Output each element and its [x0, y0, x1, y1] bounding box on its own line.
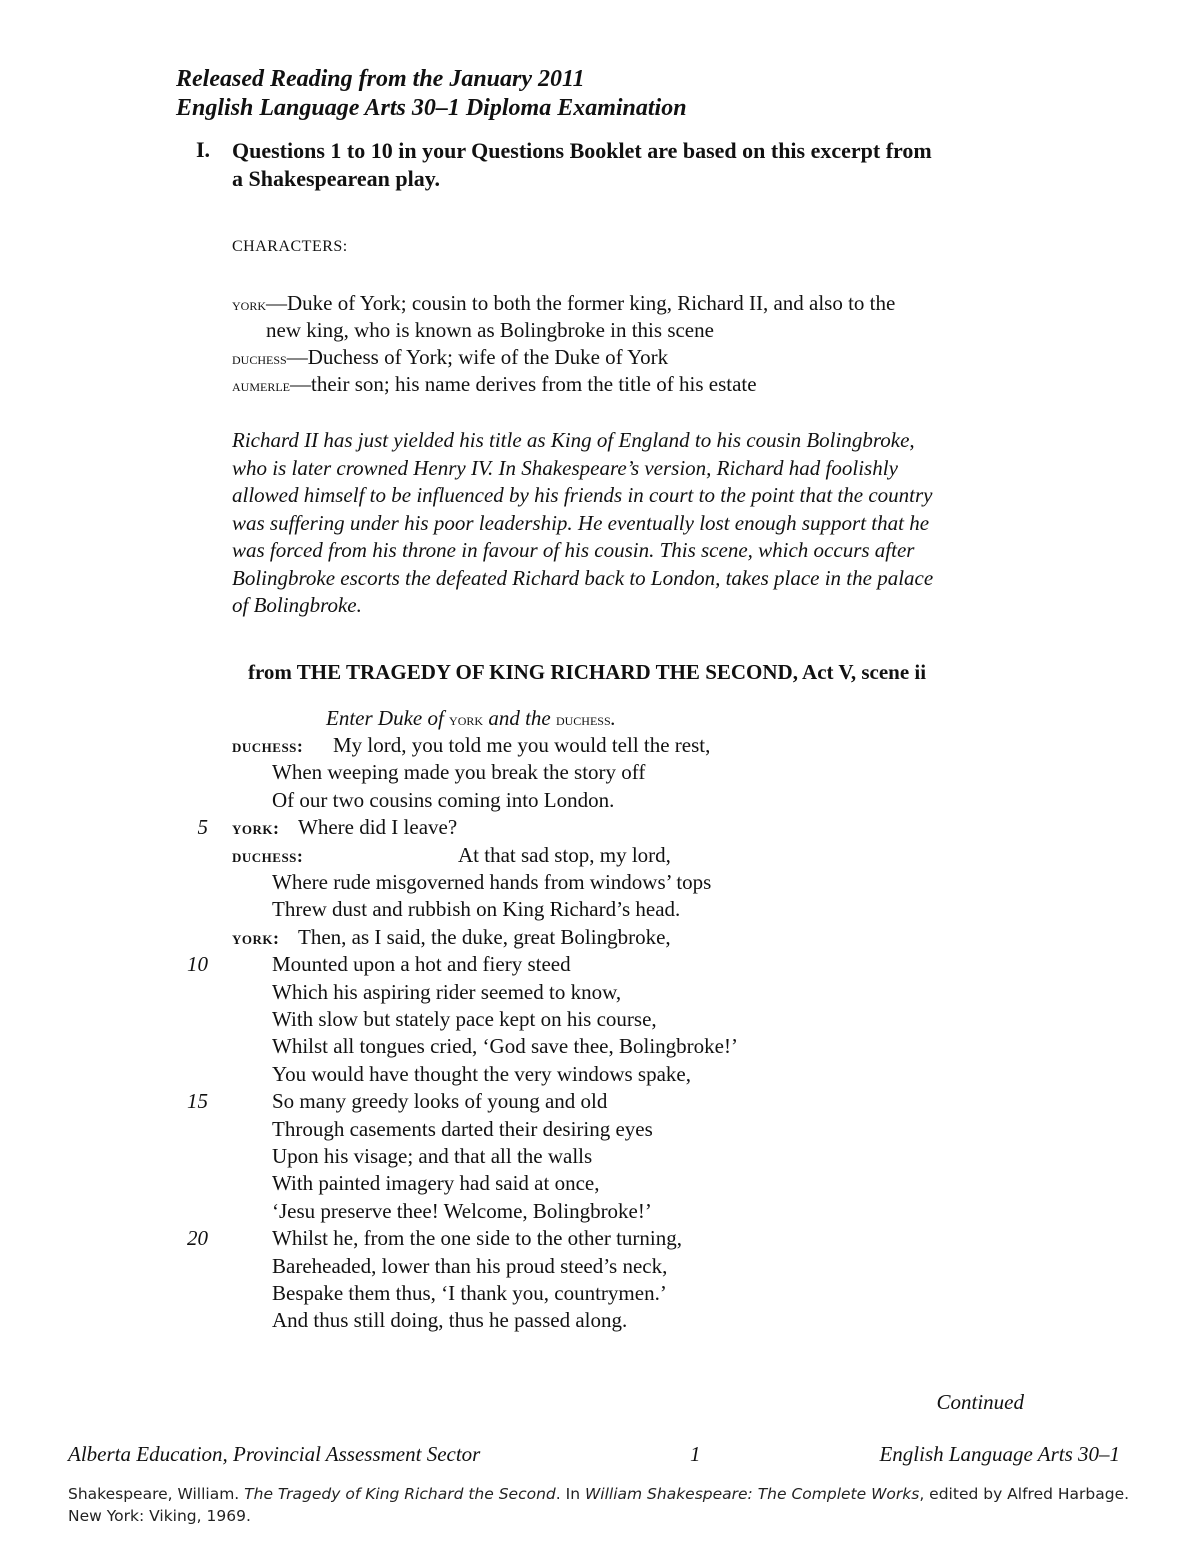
- excerpt-title: from THE TRAGEDY OF KING RICHARD THE SECOND, Act V, scene ii: [248, 660, 927, 684]
- question-line-1: Questions 1 to 10 in your Questions Booklet are based on this excerpt from: [232, 138, 932, 163]
- header-line-2: English Language Arts 30–1 Diploma Examination: [176, 95, 687, 121]
- line-text: Mounted upon a hot and fiery steed: [272, 952, 571, 977]
- characters-heading: CHARACTERS:: [232, 238, 348, 255]
- line-text: You would have thought the very windows spake,: [272, 1061, 691, 1086]
- character-york: [232, 290, 895, 318]
- citation: [68, 1483, 1138, 1527]
- line-text: When weeping made you break the story off: [272, 760, 646, 785]
- footer-left: Alberta Education, Provincial Assessment Sector: [68, 1442, 481, 1466]
- line-text: Threw dust and rubbish on King Richard’s head.: [272, 897, 681, 922]
- stage-direction-text: and the: [483, 706, 556, 730]
- intro-line: was suffering under his poor leadership. He eventually lost enough support that he: [232, 510, 930, 535]
- line-text: My lord, you told me you would tell the rest,: [333, 733, 711, 757]
- line-text: Bareheaded, lower than his proud steed’s neck,: [272, 1253, 668, 1278]
- line-text: With painted imagery had said at once,: [272, 1171, 600, 1196]
- character-york-cont: new king, who is known as Bolingbroke in this scene: [266, 318, 714, 342]
- stage-direction: [326, 706, 616, 731]
- footer-right: English Language Arts 30–1: [879, 1442, 1120, 1466]
- line-text: Whilst all tongues cried, ‘God save thee, Bolingbroke!’: [272, 1034, 738, 1059]
- line-text: Where rude misgoverned hands from windows’ tops: [272, 870, 712, 894]
- citation-text: , edited by Alfred Harbage. New York: Viking, 1969.: [68, 1485, 1130, 1525]
- speaker-label: duchess:: [232, 736, 304, 756]
- line-text: Where did I leave?: [298, 815, 458, 840]
- intro-line: who is later crowned Henry IV. In Shakespeare’s version, Richard had foolishly: [232, 455, 898, 480]
- continued-note: Continued: [936, 1390, 1024, 1414]
- intro-line: allowed himself to be influenced by his friends in court to the point that the country: [232, 483, 933, 507]
- line-number: 20: [187, 1226, 208, 1251]
- line-text: At that sad stop, my lord,: [458, 842, 671, 867]
- citation-text: . In: [555, 1485, 585, 1503]
- line-text: Then, as I said, the duke, great Bolingbroke,: [298, 924, 671, 949]
- line-text: Which his aspiring rider seemed to know,: [272, 979, 622, 1004]
- question-number: I.: [196, 137, 211, 162]
- speaker-label: duchess:: [232, 845, 304, 866]
- question-instruction: [232, 137, 932, 193]
- character-aumerle: [232, 371, 757, 399]
- line-text: ‘Jesu preserve thee! Welcome, Bolingbroke!’: [272, 1198, 652, 1223]
- line-number: 5: [197, 815, 208, 840]
- line-text: Upon his visage; and that all the walls: [272, 1144, 593, 1168]
- character-duchess: [232, 344, 668, 372]
- citation-title: William Shakespeare: The Complete Works: [584, 1485, 920, 1503]
- character-name-duchess: duchess: [232, 349, 287, 368]
- line-text: Whilst he, from the one side to the other turning,: [272, 1226, 682, 1251]
- speaker-label: york:: [232, 927, 280, 948]
- intro-line: was forced from his throne in favour of his cousin. This scene, which occurs after: [232, 538, 915, 562]
- intro-line: of Bolingbroke.: [232, 593, 362, 617]
- intro-paragraph: [232, 427, 1032, 620]
- stage-direction-text: Enter Duke of: [326, 706, 450, 730]
- line-text: With slow but stately pace kept on his course,: [272, 1007, 657, 1031]
- character-desc-aumerle: —their son; his name derives from the title of his estate: [290, 372, 757, 396]
- stage-direction-duchess: duchess: [555, 710, 611, 729]
- line-text: Through casements darted their desiring eyes: [272, 1116, 653, 1141]
- line-number: 15: [187, 1089, 208, 1114]
- intro-line: Richard II has just yielded his title as King of England to his cousin Bolingbroke,: [232, 428, 915, 452]
- citation-text: Shakespeare, William.: [68, 1485, 245, 1503]
- line-text: Bespake them thus, ‘I thank you, countrymen.’: [272, 1281, 667, 1305]
- character-name-york: york: [232, 295, 267, 314]
- character-desc-york: —Duke of York; cousin to both the former king, Richard II, and also to the: [266, 291, 896, 315]
- intro-line: Bolingbroke escorts the defeated Richard back to London, takes place in the palace: [232, 565, 934, 590]
- footer-page-number: 1: [690, 1442, 701, 1466]
- line-text: Of our two cousins coming into London.: [272, 787, 615, 812]
- header-line-1: Released Reading from the January 2011: [176, 66, 585, 92]
- speaker-label: york:: [232, 818, 280, 839]
- line-text: So many greedy looks of young and old: [272, 1089, 608, 1114]
- citation-title: The Tragedy of King Richard the Second: [244, 1485, 556, 1503]
- question-line-2: a Shakespearean play.: [232, 166, 441, 191]
- line-number: 10: [187, 952, 208, 977]
- character-name-aumerle: aumerle: [232, 376, 290, 395]
- line-text: And thus still doing, thus he passed along.: [272, 1308, 628, 1333]
- stage-direction-york: york: [449, 710, 484, 729]
- character-desc-duchess: —Duchess of York; wife of the Duke of York: [286, 345, 669, 369]
- stage-direction-text: .: [610, 706, 616, 730]
